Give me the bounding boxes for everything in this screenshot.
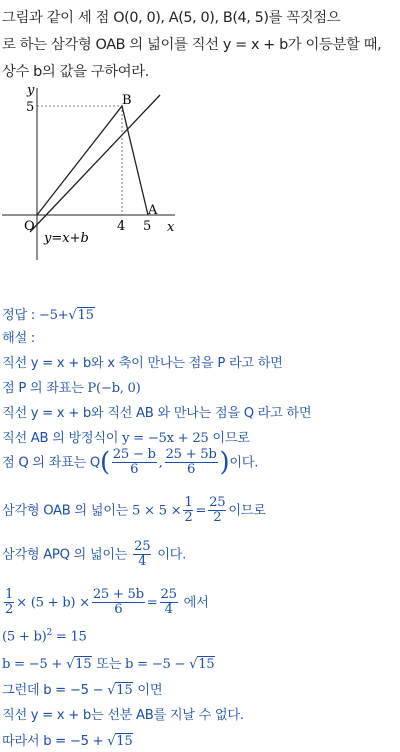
tick-y-5: 5 [26, 100, 35, 115]
line-label: y=x+b [44, 231, 89, 246]
solution-line-4 [2, 427, 250, 446]
line-y-x-b [30, 95, 160, 232]
solution-line-6: 삼각형 OAB 의 넓이는 5 × 5 × $\frac{1}{2}$ = $\frac{25}{2}$ 이므로 [2, 495, 266, 525]
s7-tail: 이다. [153, 547, 186, 563]
problem-line-3: 상수 b의 값을 구하여라. [2, 64, 149, 80]
solution-line-2 [2, 377, 140, 396]
tick-x-5: 5 [143, 219, 152, 234]
s5-tail: 이다. [229, 455, 259, 471]
answer-line [2, 304, 95, 323]
answer-sqrt: √15 [68, 308, 94, 323]
y-axis-label: y [27, 83, 35, 98]
point-b-label: B [122, 93, 132, 108]
s8-frac-1: $\frac{1}{2}$ [5, 587, 14, 617]
s5-frac-2: $\frac{25 + 5b}{6}$ [165, 447, 217, 477]
s6-frac-2: $\frac{25}{2}$ [209, 495, 226, 525]
s7-text: 삼각형 APQ 의 넓이는 [2, 547, 132, 563]
solution-line-3: 직선 y = x + b와 직선 AB 와 만나는 점을 Q 라고 하면 [2, 406, 312, 421]
s8-frac-2: $\frac{25 + 5b}{6}$ [92, 587, 144, 617]
answer-label: 정답 : [2, 308, 35, 323]
solution-line-8: $\frac{1}{2}$ × (5 + b) × $\frac{25 + 5b}{6}$ = $\frac{25}{4}$ 에서 [5, 587, 209, 617]
problem-line-2: 로 하는 삼각형 OAB 의 넓이를 직선 y = x + b가 이등분할 때, [2, 37, 382, 53]
triangle-oab [37, 106, 148, 215]
s4-tail: 이므로 [208, 431, 250, 446]
solution-line-1: 직선 y = x + b와 x 축이 만나는 점을 P 라고 하면 [2, 356, 283, 371]
answer-value: −5+ [38, 308, 69, 323]
problem-line-1: 그림과 같이 세 점 O(0, 0), A(5, 0), B(4, 5)를 꼭짓점으 [2, 10, 341, 26]
s7-frac: $\frac{25}{4}$ [134, 539, 151, 569]
s2-math: P(−b, 0) [87, 381, 141, 396]
s6-frac-1: $\frac{1}{2}$ [184, 495, 193, 525]
origin-label: O [24, 219, 35, 234]
s5-frac-1: $\frac{25 - b}{6}$ [112, 447, 156, 477]
tick-x-4: 4 [117, 219, 126, 234]
explanation-label: 해설 : [2, 331, 35, 346]
solution-line-7 [2, 540, 186, 569]
answer-radicand: 15 [77, 308, 94, 323]
s8-frac-3: $\frac{25}{4}$ [160, 587, 177, 617]
solution-line-5: 점 Q 의 좌표는 Q( $\frac{25 - b}{6}$ , $\frac{25 + 5b}{6}$ )이다. [2, 447, 259, 478]
point-a-label: A [148, 203, 158, 218]
s8-tail: 에서 [179, 595, 209, 611]
solution-line-11: 그런데 b = −5 − √15 이면 [2, 683, 163, 698]
s2-text: 점 P 의 좌표는 [2, 381, 88, 396]
s5-text: 점 Q 의 좌표는 Q [2, 455, 100, 471]
solution-line-13: 따라서 b = −5 + √15 [2, 734, 133, 749]
solution-line-12: 직선 y = x + b는 선분 AB를 지날 수 없다. [2, 708, 244, 723]
s4-math: y = −5x + 25 [122, 431, 209, 446]
triangle-figure [0, 80, 200, 265]
s6-tail: 이므로 [228, 503, 266, 519]
solution-line-9: $(5 + b)^2 = 15$ [2, 628, 87, 645]
s6-text: 삼각형 OAB 의 넓이는 [2, 503, 132, 519]
x-axis-label: x [167, 220, 175, 235]
s4-text: 직선 AB 의 방정식이 [2, 431, 123, 446]
solution-line-10: b = −5 + √15 또는 b = −5 − √15 [2, 657, 215, 672]
